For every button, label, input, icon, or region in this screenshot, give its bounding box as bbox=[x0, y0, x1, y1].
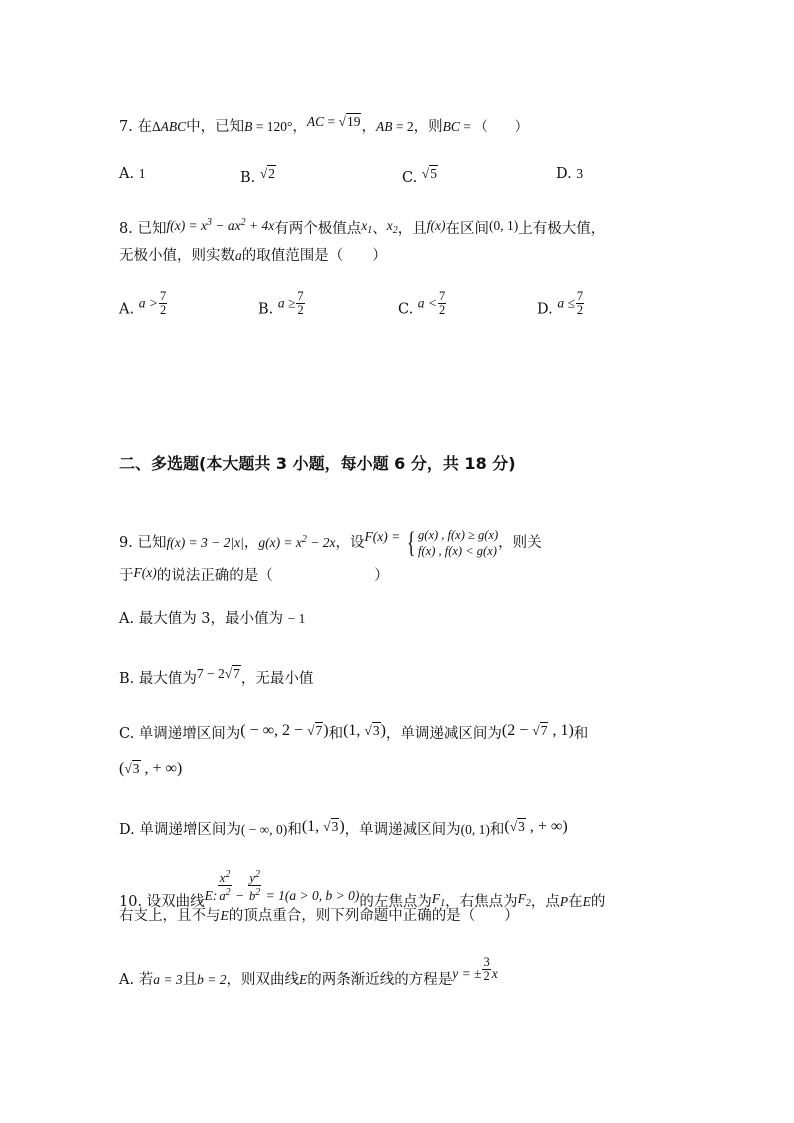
q9-stem-line1: 9. 已知f(x) = 3 − 2|x|，$g(x) = x^2 - 2x$，设F(x) = { g(x) , f(x) ≥ g(x) f(x) , f(x) < g(x) ，则关 bbox=[119, 526, 542, 559]
q8-option-d[interactable]: D. a ≤ $\frac{7}{2}$ bbox=[537, 289, 584, 318]
q8-option-b[interactable]: B. a ≥ $\frac{7}{2}$ bbox=[258, 289, 304, 318]
q10-option-a[interactable]: A. 若a = 3且b = 2，则双曲线E的两条渐近线的方程是y = ± $\frac{3}{2}$ x bbox=[119, 955, 498, 988]
q8-option-c[interactable]: C. a < $\frac{7}{2}$ bbox=[398, 289, 446, 318]
q9-option-c-line2: (√3 , + ∞) bbox=[119, 760, 183, 777]
q8-option-a[interactable]: A. a > $\frac{7}{2}$ bbox=[119, 289, 167, 318]
q7-option-c[interactable]: C. √5 bbox=[402, 166, 437, 186]
q8-stem-line1: 8. 已知$f(x) = x^3 - ax^2 + 4x$有两个极值点$x_1$、$x_2$，且f(x)在区间(0, 1)上有极大值， bbox=[119, 217, 606, 237]
q9-option-a[interactable]: A. 最大值为 3，最小值为 − 1 bbox=[119, 611, 306, 627]
sqrt-19: √19 bbox=[338, 114, 361, 129]
piecewise-cases: g(x) , f(x) ≥ g(x) f(x) , f(x) < g(x) bbox=[418, 528, 499, 558]
q7-option-a[interactable]: A. 1 bbox=[119, 166, 146, 182]
q8-stem-line2: 无极小值，则实数a的取值范围是（ ） bbox=[119, 248, 387, 264]
q7-option-b[interactable]: B. √2 bbox=[240, 166, 276, 186]
q7-stem: 7. 在ΔABC中，已知B = 120°，AC = √19，AB = 2，则BC = （ ） bbox=[119, 114, 529, 135]
left-brace: { bbox=[406, 526, 416, 559]
q9-option-b[interactable]: B. 最大值为7 − 2√7，无最小值 bbox=[119, 666, 314, 687]
section-heading: 二、多选题(本大题共 3 小题，每小题 6 分，共 18 分) bbox=[119, 454, 516, 473]
q9-option-d[interactable]: D. 单调递增区间为( − ∞, 0)和(1, √3)，单调递减区间为(0, 1)和(√3 , + ∞) bbox=[119, 818, 568, 838]
q9-stem-line2: 于F(x)的说法正确的是（ ） bbox=[119, 565, 389, 584]
q10-stem-line2: 右支上，且不与E的顶点重合，则下列命题中正确的是（ ） bbox=[119, 908, 519, 924]
q9-option-c-line1[interactable]: C. 单调递增区间为( − ∞, 2 − √7)和(1, √3)，单调递减区间为(2 − √7 , 1)和 bbox=[119, 722, 589, 742]
q10-stem-line1: 10. 设双曲线E: $\frac{x^2}{a^2}$ − $\frac{y^2}{b^2}$ = 1(a > 0, b > 0)的左焦点为$F_1$，右焦点为$F_2$，点P在E的 bbox=[119, 869, 606, 910]
q7-option-d[interactable]: D. 3 bbox=[556, 166, 584, 182]
